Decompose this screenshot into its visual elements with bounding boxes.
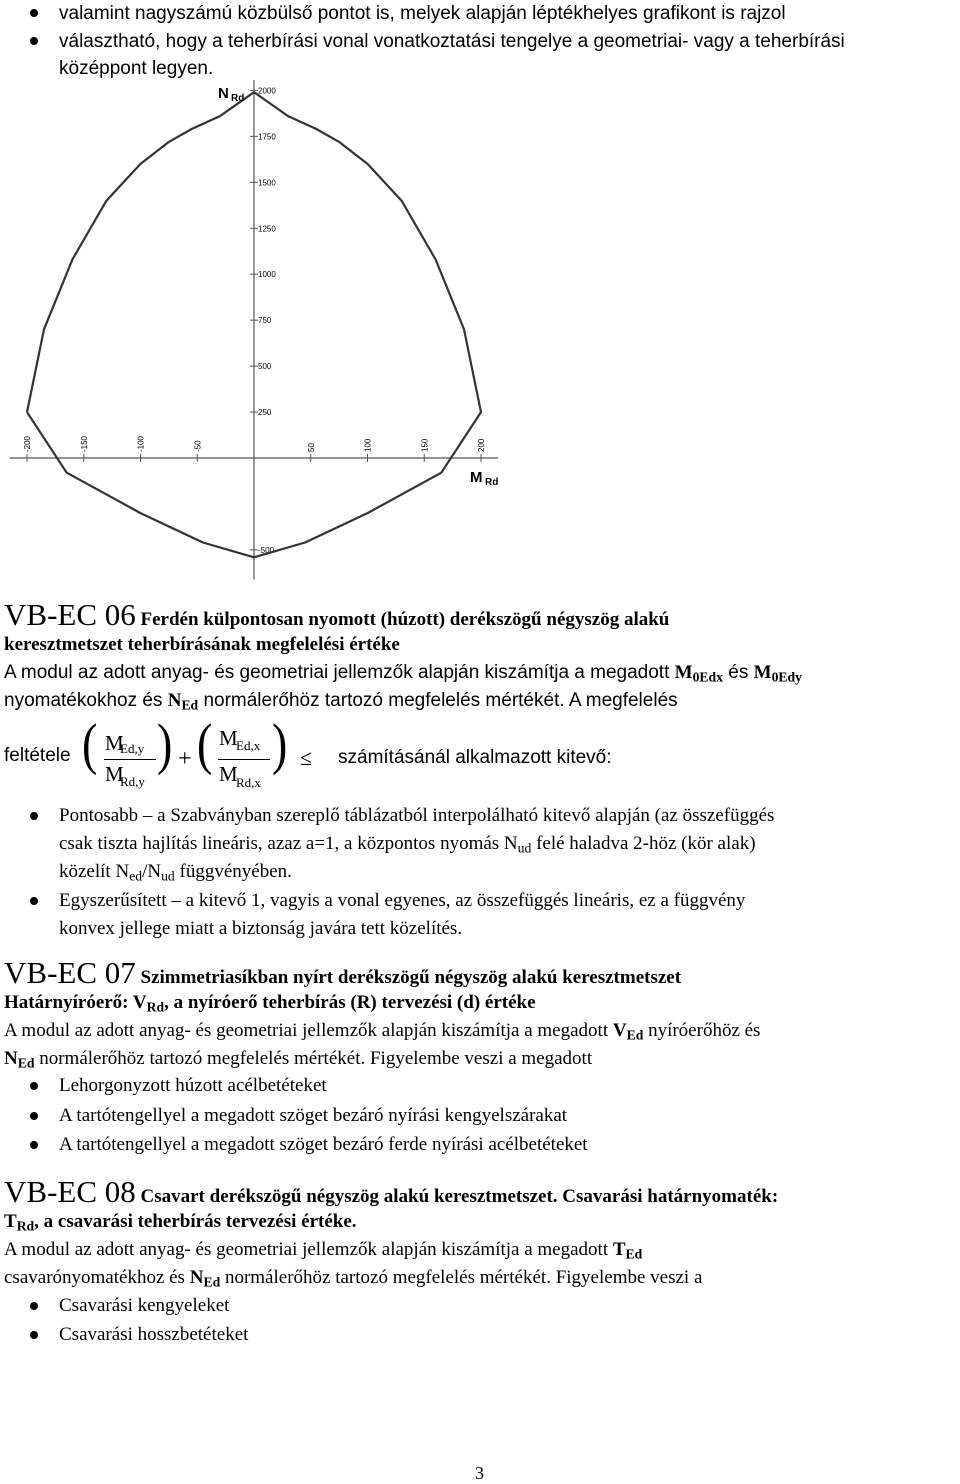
y-tick-label: -500 [258, 545, 275, 555]
x-axis-title-sub: Rd [485, 477, 499, 488]
sec08-n-symbol: N [189, 1267, 204, 1288]
sec06-bullet-1b [59, 833, 756, 855]
sec06-b1b-text: csak tiszta hajlítás lineáris, azaz a=1, a központos nyomás N [59, 833, 518, 854]
chart-axes [10, 80, 498, 580]
sec06-para-1 [4, 662, 802, 684]
sec06-bullet-1c [59, 861, 292, 883]
sec07-v-symbol: V [612, 1020, 627, 1041]
sec08-para-1 [4, 1239, 642, 1261]
sec06-bullet-2a: Egyszerűsített – a kitevő 1, vagyis a vonal egyenes, az összefüggés lineáris, ez a függvény [59, 890, 746, 911]
sec07-para-1-tail: nyíróerőhöz és [648, 1020, 761, 1041]
sec07-title-b-sub: Rd [146, 999, 165, 1015]
sec06-m-symbol-2: M [753, 662, 772, 683]
sec06-b1c-mid: /N [142, 861, 162, 882]
f2-num-m: M [219, 726, 238, 750]
sec07-para-1a: A modul az adott anyag- és geometriai jellemzők alapján kiszámítja a megadott [4, 1020, 609, 1041]
intro-text-3: középpont legyen. [59, 58, 214, 79]
sec07-v-sub: Ed [626, 1027, 644, 1043]
sec07-bullet-3: A tartótengellyel a megadott szöget bezáró ferde nyírási acélbetéteket [59, 1134, 588, 1155]
y-tick-label: 2000 [258, 86, 276, 96]
sec06-m-sub-y: 0Edy [771, 669, 802, 685]
sec06-b1b-sub: ud [517, 840, 532, 856]
f2-den-sub: Rd,x [236, 775, 261, 790]
sec06-para-2a: nyomatékokhoz és [4, 690, 163, 711]
x-tick-label: 200 [477, 438, 486, 452]
sec06-n-sub: Ed [181, 697, 199, 713]
sec07-para-2-text: normálerőhöz tartozó megfelelés mértékét. Figyelembe veszi a megadott [39, 1048, 593, 1069]
sec08-t-symbol: T [612, 1239, 626, 1260]
sec07-title-a: Szimmetriasíkban nyírt derékszögű négyszög alakú keresztmetszet [140, 967, 682, 988]
x-tick-label: -200 [23, 435, 32, 452]
sec08-title-b-tail: , a csavarási teherbírás tervezési értéke. [34, 1211, 357, 1232]
x-tick-label: -150 [79, 435, 89, 452]
f2-num-sub: Ed,x [236, 738, 261, 753]
sec07-para-2 [4, 1048, 592, 1070]
paren-right-2: ) [272, 711, 288, 776]
f1-den-m: M [105, 762, 124, 786]
sec08-bullet-2: Csavarási hosszbetéteket [59, 1324, 249, 1345]
sec07-n-symbol: N [4, 1048, 18, 1069]
sec08-title-b [4, 1211, 357, 1233]
paren-left-1: ( [82, 711, 98, 776]
y-tick-label: 750 [258, 316, 272, 326]
x-axis-title: M [470, 469, 483, 486]
sec06-b1c-a: közelít N [59, 861, 130, 882]
sec08-n-sub: Ed [203, 1274, 221, 1290]
f1-den-sub: Rd,y [120, 774, 145, 789]
sec08-t-sub: Ed [625, 1246, 643, 1262]
sec08-para-2 [4, 1267, 702, 1289]
x-tick-label: 50 [306, 443, 316, 452]
y-axis-title-sub: Rd [231, 93, 245, 104]
sec06-m-symbol: M [674, 662, 693, 683]
sec06-para-2b: normálerőhöz tartozó megfelelés mértékét. A megfelelés [203, 690, 678, 711]
y-tick-label: 250 [258, 408, 272, 418]
sec06-bullet-2b: konvex jellege miatt a biztonság javára tett közelítés. [59, 918, 463, 939]
intro-text-2: választható, hogy a teherbírási vonal vonatkoztatási tengelye a geometriai- vagy a teherbírási [59, 31, 845, 52]
f1-num-sub: Ed,y [120, 741, 145, 756]
sec06-m-sub-x: 0Edx [692, 669, 723, 685]
bullet-dot [30, 1082, 38, 1090]
bullet-dot [30, 1112, 38, 1120]
sec06-b1c-sub1: ed [129, 868, 143, 884]
sec08-title-b-a: T [4, 1211, 17, 1232]
intro-text-1: valamint nagyszámú közbülső pontot is, melyek alapján léptékhelyes grafikont is rajzol [59, 3, 786, 24]
paren-left-2: ( [197, 711, 213, 776]
sec08-para-2a: csavarónyomatékhoz és [4, 1267, 185, 1288]
y-axis-title: N [218, 85, 229, 102]
sec08-code: VB-EC 08 [4, 1174, 136, 1209]
sec06-b1c-tail: függvényében. [179, 861, 292, 882]
sec06-n-symbol: N [167, 690, 182, 711]
sec08-para-1a: A modul az adott anyag- és geometriai jellemzők alapján kiszámítja a megadott [4, 1239, 609, 1260]
sec06-b1b-tail: felé haladva 2-höz (kör alak) [536, 833, 756, 854]
bullet-dot [30, 1141, 38, 1149]
bullet-dot [30, 9, 38, 17]
sec07-heading [4, 955, 681, 991]
leq-sign: ≤ [300, 745, 313, 770]
plus-sign: + [178, 746, 192, 772]
x-tick-label: 100 [363, 438, 373, 452]
paren-right-1: ) [157, 711, 173, 776]
sec07-bullet-2: A tartótengellyel a megadott szöget bezáró nyírási kengyelszárakat [59, 1105, 568, 1126]
bullet-dot [30, 812, 38, 820]
sec07-code: VB-EC 07 [4, 955, 136, 990]
y-tick-label: 1250 [258, 224, 276, 234]
f2-den-m: M [219, 762, 238, 786]
x-tick-label: -100 [136, 435, 146, 452]
sec06-cond-label: feltétele [4, 745, 71, 766]
sec06-title-a: Ferdén külpontosan nyomott (húzott) derékszögű négyszög alakú [140, 609, 670, 630]
interaction-diagram-chart [0, 80, 960, 590]
sec08-title-b-sub: Rd [16, 1218, 35, 1234]
y-tick-label: 1000 [258, 270, 276, 280]
sec06-code: VB-EC 06 [4, 597, 136, 632]
y-tick-label: 1500 [258, 178, 276, 188]
sec06-para-1-text: A modul az adott anyag- és geometriai jellemzők alapján kiszámítja a megadott [4, 662, 670, 683]
bullet-dot [30, 1331, 38, 1339]
sec08-title-a: Csavart derékszögű négyszög alakú keresztmetszet. Csavarási határnyomaték: [140, 1186, 779, 1207]
x-tick-label: 150 [420, 438, 430, 452]
fraction-bar-1 [104, 759, 156, 760]
sec06-b1c-sub2: ud [161, 868, 175, 884]
sec08-para-2b: normálerőhöz tartozó megfelelés mértékét. Figyelembe veszi a [224, 1267, 703, 1288]
x-tick-label: -50 [193, 440, 203, 452]
y-tick-label: 1750 [258, 132, 276, 142]
sec07-bullet-1: Lehorgonyzott húzott acélbetéteket [59, 1075, 327, 1096]
sec07-title-b-a: Határnyíróerő: V [4, 992, 147, 1013]
page-number: 3 [475, 1463, 484, 1483]
bullet-dot [30, 897, 38, 905]
f1-num-m: M [105, 731, 124, 755]
fraction-bar-2 [218, 759, 270, 760]
sec06-and: és [728, 662, 749, 683]
bullet-dot [30, 37, 38, 45]
bullet-dot [30, 1302, 38, 1310]
sec06-title-b: keresztmetszet teherbírásának megfelelési értéke [4, 634, 400, 655]
sec08-heading [4, 1174, 778, 1210]
sec06-heading [4, 597, 669, 633]
sec06-cond-after: számításánál alkalmazott kitevő: [338, 747, 612, 768]
sec07-n-sub: Ed [17, 1055, 35, 1071]
sec06-bullet-1a: Pontosabb – a Szabványban szereplő táblázatból interpolálható kitevő alapján (az összefüggés [59, 805, 775, 826]
sec07-title-b-tail: , a nyíróerő teherbírás (R) tervezési (d) értéke [164, 992, 536, 1013]
sec08-bullet-1: Csavarási kengyeleket [59, 1295, 230, 1316]
sec07-para-1 [4, 1020, 760, 1042]
sec06-para-2 [4, 690, 678, 712]
sec07-title-b [4, 992, 536, 1014]
y-tick-label: 500 [258, 362, 272, 372]
